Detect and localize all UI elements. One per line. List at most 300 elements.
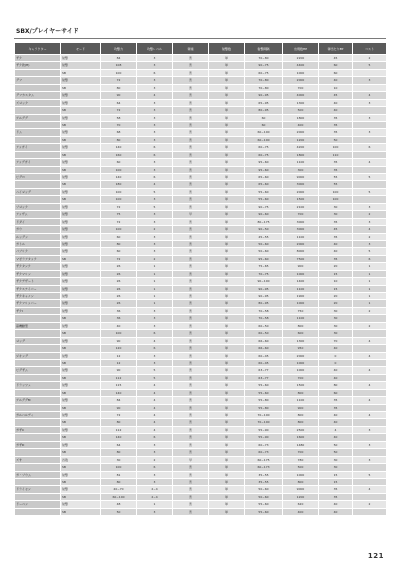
table-cell: 単 <box>209 188 245 195</box>
table-cell: 2~4 <box>137 493 173 500</box>
table-cell <box>353 374 387 381</box>
character-cell: ゲルググM <box>15 397 61 404</box>
table-cell: 60~45 <box>245 352 283 359</box>
character-cell: ザクマリン <box>15 270 61 277</box>
character-cell: ガザC <box>15 426 61 433</box>
character-cell: ドラッツェ <box>15 382 61 389</box>
table-cell: 5 <box>137 367 173 374</box>
table-cell: 55 <box>319 174 353 181</box>
table-cell: 66~60 <box>245 337 283 344</box>
table-cell: 単 <box>209 464 245 471</box>
table-cell: 4 <box>319 426 353 433</box>
table-cell: SB <box>61 404 101 411</box>
table-row <box>15 248 387 255</box>
table-cell: 700 <box>283 211 319 218</box>
table-cell: 単 <box>209 77 245 84</box>
table-cell: 普 <box>173 77 209 84</box>
table-row <box>15 69 387 76</box>
table-cell: 55~60 <box>245 508 283 515</box>
table-cell: 単 <box>209 434 245 441</box>
table-row <box>15 211 387 218</box>
table-cell: 単 <box>209 382 245 389</box>
table-row <box>15 508 387 515</box>
table-row <box>15 121 387 128</box>
table-cell: 55 <box>319 181 353 188</box>
table-cell: 1000 <box>283 270 319 277</box>
table-cell: 80 <box>101 478 137 485</box>
table-cell: 55~90 <box>245 426 283 433</box>
table-cell: 単 <box>209 389 245 396</box>
table-row <box>15 315 387 322</box>
table-cell: 40 <box>319 367 353 374</box>
table-cell: 3 <box>137 77 173 84</box>
table-cell: 40 <box>319 107 353 114</box>
table-cell: 35 <box>319 255 353 262</box>
table-cell: 3 <box>137 233 173 240</box>
table-cell: 4 <box>353 226 387 233</box>
character-cell: ザクフリッパー <box>15 300 61 307</box>
table-cell: 2 <box>353 233 387 240</box>
character-cell: ビグロ <box>15 174 61 181</box>
table-cell: 35~55 <box>245 471 283 478</box>
table-row <box>15 233 387 240</box>
table-cell: 900 <box>283 263 319 270</box>
table-cell: 500 <box>283 464 319 471</box>
table-cell: 単 <box>209 69 245 76</box>
table-cell: 射撃 <box>61 144 101 151</box>
table-cell: 4 <box>137 404 173 411</box>
table-cell: 1500 <box>283 196 319 203</box>
table-cell: 5 <box>353 471 387 478</box>
table-cell: 60~45 <box>245 359 283 366</box>
table-cell: 40 <box>319 501 353 508</box>
table-cell: 3 <box>353 99 387 106</box>
table-cell <box>353 478 387 485</box>
table-cell: 90~50 <box>245 226 283 233</box>
character-cell: ザク改(H) <box>15 62 61 69</box>
table-cell: 単 <box>209 501 245 508</box>
table-cell: 90~75 <box>245 203 283 210</box>
table-cell: 15 <box>319 285 353 292</box>
table-cell: 60~100 <box>101 493 137 500</box>
table-cell: 2 <box>137 226 173 233</box>
table-cell: 単 <box>209 107 245 114</box>
table-cell: 単 <box>209 441 245 448</box>
table-row <box>15 456 387 463</box>
table-cell: 2000 <box>283 77 319 84</box>
table-cell: 90 <box>101 92 137 99</box>
table-cell: 単 <box>209 218 245 225</box>
table-cell: 30 <box>319 307 353 314</box>
table-cell: 26 <box>101 278 137 285</box>
table-cell: 1000 <box>283 367 319 374</box>
table-cell: 2000 <box>283 188 319 195</box>
table-row <box>15 493 387 500</box>
table-cell: 50~60 <box>245 248 283 255</box>
table-cell: 66~60 <box>245 345 283 352</box>
table-cell: 40 <box>101 322 137 329</box>
table-cell: 1 <box>137 263 173 270</box>
table-row <box>15 345 387 352</box>
table-cell <box>353 151 387 158</box>
character-cell: ジオング <box>15 352 61 359</box>
table-cell: 単 <box>209 315 245 322</box>
table-cell: 単 <box>209 508 245 515</box>
table-cell: 4 <box>137 419 173 426</box>
table-cell: 600 <box>283 330 319 337</box>
table-cell: 4 <box>353 159 387 166</box>
table-cell: 普 <box>173 270 209 277</box>
table-cell: 射撃 <box>61 337 101 344</box>
table-row <box>15 382 387 389</box>
table-row <box>15 62 387 69</box>
table-cell: 20 <box>319 263 353 270</box>
table-cell: 300 <box>283 166 319 173</box>
table-cell: 40 <box>319 99 353 106</box>
character-cell: ルッグン <box>15 233 61 240</box>
character-cell: ガウ <box>15 226 61 233</box>
table-row <box>15 77 387 84</box>
table-row <box>15 359 387 366</box>
table-cell: 70~80 <box>245 84 283 91</box>
table-cell: 9000 <box>283 174 319 181</box>
table-row <box>15 129 387 136</box>
table-cell: 普 <box>173 188 209 195</box>
table-cell: 早 <box>173 456 209 463</box>
table-cell: 2 <box>353 501 387 508</box>
table-cell: 単 <box>209 374 245 381</box>
character-cell: アッグガイ <box>15 159 61 166</box>
table-cell: 普 <box>173 203 209 210</box>
table-cell: 4 <box>353 382 387 389</box>
table-cell: 63~77 <box>245 367 283 374</box>
table-cell: 35 <box>319 166 353 173</box>
table-cell: 60 <box>319 69 353 76</box>
table-cell: SB <box>61 359 101 366</box>
character-cell <box>15 315 61 322</box>
table-cell: 4 <box>137 92 173 99</box>
table-cell: 普 <box>173 69 209 76</box>
table-cell: 90 <box>101 404 137 411</box>
table-cell: 72 <box>101 77 137 84</box>
table-cell: 普 <box>173 278 209 285</box>
table-cell: 単 <box>209 330 245 337</box>
table-cell: 1 <box>137 293 173 300</box>
table-cell: 射撃 <box>61 270 101 277</box>
table-cell: 80 <box>101 449 137 456</box>
table-cell: 1100 <box>283 285 319 292</box>
table-cell: 3 <box>137 121 173 128</box>
table-cell: 射撃 <box>61 226 101 233</box>
table-row <box>15 486 387 493</box>
table-row <box>15 270 387 277</box>
table-cell: 1000 <box>283 300 319 307</box>
table-cell: 50 <box>319 449 353 456</box>
table-cell <box>353 330 387 337</box>
table-cell: 普 <box>173 307 209 314</box>
table-cell: 3 <box>353 240 387 247</box>
table-cell: 55~90 <box>245 434 283 441</box>
table-cell: 普 <box>173 426 209 433</box>
header-cell: 射撃間隔 <box>245 43 283 55</box>
table-cell: 普 <box>173 233 209 240</box>
table-cell: 2 <box>353 55 387 62</box>
table-cell: 3 <box>353 426 387 433</box>
table-cell: 80 <box>101 84 137 91</box>
table-cell: 単 <box>209 426 245 433</box>
table-cell: 射撃 <box>61 218 101 225</box>
table-cell: 1 <box>137 501 173 508</box>
table-cell: 80 <box>101 136 137 143</box>
table-cell: SB <box>61 449 101 456</box>
table-cell: 100 <box>101 166 137 173</box>
header-cell: コスト <box>353 43 387 55</box>
table-cell: SB <box>61 508 101 515</box>
table-cell: 140 <box>101 389 137 396</box>
table-header-row <box>15 43 387 55</box>
table-cell: 60~75 <box>245 69 283 76</box>
character-cell <box>15 493 61 500</box>
table-cell: 普 <box>173 196 209 203</box>
table-cell: 2 <box>353 307 387 314</box>
table-cell: 普 <box>173 92 209 99</box>
header-cell: 弾当たりEP <box>319 43 353 55</box>
table-cell: 射撃 <box>61 248 101 255</box>
table-cell: 1900 <box>283 293 319 300</box>
table-cell: 5 <box>137 203 173 210</box>
table-cell: 2 <box>137 456 173 463</box>
table-cell: 60 <box>245 114 283 121</box>
table-cell: 30 <box>319 464 353 471</box>
table-row <box>15 367 387 374</box>
table-cell: 普 <box>173 404 209 411</box>
table-cell: 単 <box>209 285 245 292</box>
table-cell: 84 <box>101 55 137 62</box>
character-cell <box>15 181 61 188</box>
table-cell: 1 <box>353 263 387 270</box>
table-cell: 射撃 <box>61 501 101 508</box>
table-cell: 普 <box>173 486 209 493</box>
character-cell <box>15 419 61 426</box>
table-cell: 2200 <box>283 55 319 62</box>
table-cell: 20 <box>319 293 353 300</box>
table-row <box>15 278 387 285</box>
table-cell: 55~60 <box>245 196 283 203</box>
table-cell: 射撃 <box>61 263 101 270</box>
table-cell: 普 <box>173 322 209 329</box>
table-cell: 3 <box>137 240 173 247</box>
table-cell: 60~75 <box>245 151 283 158</box>
table-row <box>15 255 387 262</box>
table-row <box>15 434 387 441</box>
table-cell: 75 <box>101 211 137 218</box>
table-cell <box>353 345 387 352</box>
table-cell: 単 <box>209 166 245 173</box>
table-cell: 60 <box>101 248 137 255</box>
table-cell: 6 <box>137 345 173 352</box>
table-cell: 射撃 <box>61 211 101 218</box>
table-cell: 26 <box>101 300 137 307</box>
table-cell: 35 <box>319 129 353 136</box>
table-cell: 55~60 <box>245 188 283 195</box>
table-row <box>15 352 387 359</box>
table-cell: SB <box>61 464 101 471</box>
table-cell: 単 <box>209 203 245 210</box>
table-cell: 500 <box>283 107 319 114</box>
table-cell: 2 <box>353 211 387 218</box>
table-cell: 26 <box>101 293 137 300</box>
table-cell: 35 <box>319 159 353 166</box>
table-cell: 7500 <box>283 255 319 262</box>
table-cell: 70~80 <box>245 55 283 62</box>
table-cell: 400 <box>283 121 319 128</box>
character-cell: ザクスナイパー <box>15 285 61 292</box>
table-cell <box>353 166 387 173</box>
table-cell: 50~60 <box>245 240 283 247</box>
table-cell: 15 <box>319 270 353 277</box>
table-cell <box>353 449 387 456</box>
table-cell: SB <box>61 434 101 441</box>
table-cell: 4 <box>353 352 387 359</box>
table-cell: 100 <box>101 226 137 233</box>
table-cell: 単 <box>209 92 245 99</box>
table-cell: 普 <box>173 144 209 151</box>
table-cell: 射撃 <box>61 77 101 84</box>
table-cell: 36 <box>101 315 137 322</box>
table-cell: 単 <box>209 322 245 329</box>
table-cell: 普 <box>173 434 209 441</box>
character-cell: アッザム <box>15 211 61 218</box>
table-cell: 60 <box>319 62 353 69</box>
table-cell: 普 <box>173 471 209 478</box>
table-cell: 射撃 <box>61 322 101 329</box>
table-cell: 3 <box>137 62 173 69</box>
table-cell: 1 <box>353 300 387 307</box>
character-cell: ザクキャノン <box>15 293 61 300</box>
table-cell: 35 <box>319 397 353 404</box>
character-cell <box>15 151 61 158</box>
table-cell: 普 <box>173 315 209 322</box>
table-cell: 60~50 <box>245 322 283 329</box>
table-cell: 普 <box>173 389 209 396</box>
table-cell: 普 <box>173 501 209 508</box>
character-cell: ビグザム <box>15 367 61 374</box>
character-cell <box>15 196 61 203</box>
table-cell: 700 <box>283 449 319 456</box>
table-cell: 70 <box>101 121 137 128</box>
table-cell: 140 <box>101 174 137 181</box>
table-row <box>15 501 387 508</box>
table-cell: 70~58 <box>245 307 283 314</box>
table-cell: 2000 <box>283 240 319 247</box>
table-row <box>15 226 387 233</box>
table-row <box>15 389 387 396</box>
table-cell: 81 <box>101 471 137 478</box>
table-cell: 2500 <box>283 426 319 433</box>
character-cell <box>15 478 61 485</box>
table-cell: 普 <box>173 107 209 114</box>
table-row <box>15 397 387 404</box>
table-cell: SB <box>61 121 101 128</box>
table-cell: 15 <box>319 478 353 485</box>
character-cell <box>15 389 61 396</box>
table-row <box>15 159 387 166</box>
table-cell: 1400 <box>283 278 319 285</box>
table-cell: 普 <box>173 352 209 359</box>
table-cell: 普 <box>173 55 209 62</box>
table-cell: 単 <box>209 337 245 344</box>
table-cell: 100 <box>101 330 137 337</box>
table-cell: 90~60 <box>245 211 283 218</box>
table-cell: 90 <box>101 367 137 374</box>
table-cell: 普 <box>173 226 209 233</box>
table-cell: 60 <box>101 159 137 166</box>
table-cell: 射撃 <box>61 174 101 181</box>
table-cell: 4400 <box>283 62 319 69</box>
table-cell: 射撃 <box>61 188 101 195</box>
table-cell: 1100 <box>283 397 319 404</box>
table-cell: 72 <box>101 218 137 225</box>
table-cell: 普 <box>173 114 209 121</box>
table-cell <box>353 464 387 471</box>
table-cell: 3 <box>353 77 387 84</box>
table-row <box>15 144 387 151</box>
table-cell: 普 <box>173 218 209 225</box>
table-cell: 射撃 <box>61 412 101 419</box>
table-cell: 20 <box>319 300 353 307</box>
table-cell: 72 <box>101 255 137 262</box>
table-cell: SB <box>61 69 101 76</box>
table-cell: 1500 <box>283 382 319 389</box>
table-cell: 2000 <box>283 352 319 359</box>
table-row <box>15 181 387 188</box>
character-cell <box>15 121 61 128</box>
table-cell: 3 <box>353 456 387 463</box>
table-cell: 普 <box>173 174 209 181</box>
table-cell: 48 <box>101 501 137 508</box>
table-cell: 5 <box>353 188 387 195</box>
character-cell: グフ <box>15 77 61 84</box>
table-cell: SB <box>61 166 101 173</box>
table-cell: 35 <box>319 404 353 411</box>
table-cell: 4 <box>137 412 173 419</box>
table-cell: 1000 <box>283 471 319 478</box>
table-cell: 5 <box>137 188 173 195</box>
table-cell: 普 <box>173 166 209 173</box>
table-cell: 6 <box>137 464 173 471</box>
table-cell: 35 <box>319 486 353 493</box>
table-cell: 60~75 <box>245 144 283 151</box>
table-cell: 射撃 <box>61 129 101 136</box>
table-cell: 4 <box>353 397 387 404</box>
table-cell: 1200 <box>283 136 319 143</box>
table-cell: 普 <box>173 263 209 270</box>
table-cell: 26 <box>101 285 137 292</box>
table-cell: 12 <box>101 359 137 366</box>
table-cell: 65~60 <box>245 181 283 188</box>
table-cell: 108 <box>101 62 137 69</box>
table-cell: 1 <box>137 300 173 307</box>
table-cell: 10 <box>319 84 353 91</box>
table-cell: 100 <box>319 144 353 151</box>
table-cell: 95~60 <box>245 255 283 262</box>
table-cell <box>353 69 387 76</box>
table-cell: 3 <box>353 203 387 210</box>
table-cell: 普 <box>173 121 209 128</box>
table-cell: 55~60 <box>245 382 283 389</box>
header-cell: 射撃数 <box>209 43 245 55</box>
title-bar <box>14 26 386 39</box>
